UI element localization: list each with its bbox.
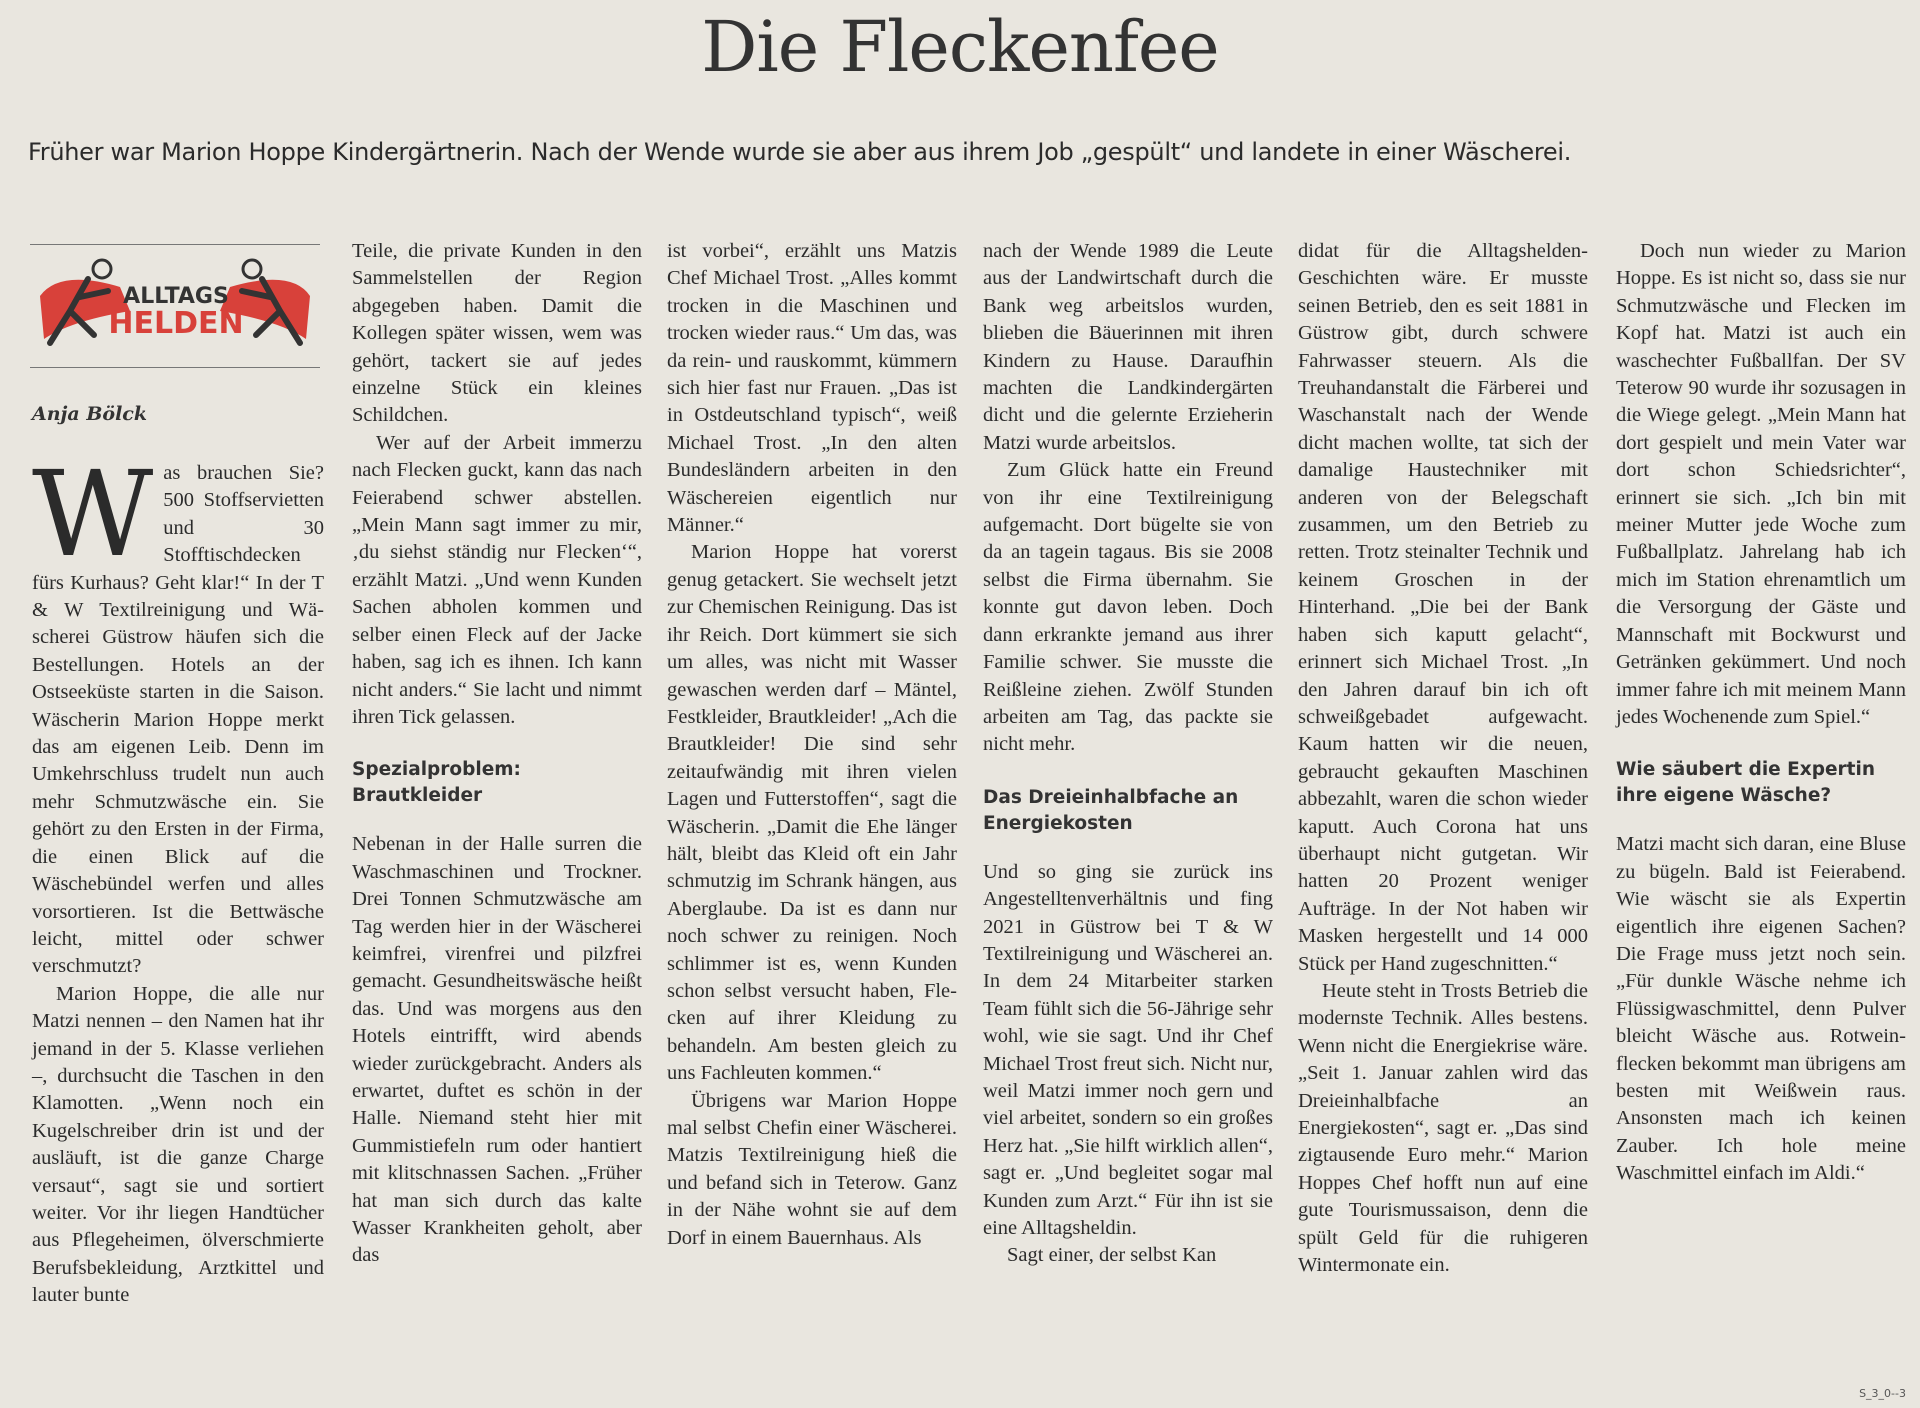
paragraph: didat für die Alltagshelden-Geschichten wäre. Er musste seinen Betrieb, den es seit 1881 in Güstrow gibt, durch schwere Fahrwasser steuern. Als die Treuhandanstalt die Färberei und Waschanstalt nach der Wende dicht machen wollte, tat sich der damalige Haustechniker mit anderen von der Belegschaft zusammen, um den Betrieb zu retten. Trotz steinalter Technik und keinem Groschen in der Hinterhand. „Die bei der Bank haben sich kaputt gelacht“, erinnert sich Michael Trost. „In den Jahren darauf bin ich oft schweißgebadet aufgewacht. Kaum hatten wir die neuen, gebraucht gekauften Maschinen abbezahlt, waren die schon wieder kaputt. Auch Corona hat uns überhaupt nicht gutgetan. Wir hatten 20 Prozent weniger Aufträge. In der Not haben wir Masken hergestellt und 14 000 Stück per Hand zugeschnitten.“ [1298,240,1588,975]
headline: Die Fleckenfee [701,6,1219,88]
paragraph: Matzi macht sich daran, eine Bluse zu bügeln. Bald ist Feierabend. Wie wäscht sie als Expertin eigentlich ihre eigenen Sachen? Die Frage muss jetzt noch sein. „Für dunkle Wäsche nehme ich Flüssigwaschmittel, denn Pulver bleicht Wäsche aus. Rotweinflecken bekommt man übrigens am besten mit Weißwein raus. Ansonsten mach ich keinen Zauber. Ich hole meine Waschmittel einfach im Aldi.“ [1616,833,1906,1185]
paragraph: Nebenan in der Halle surren die Waschmaschinen und Trockner. Drei Tonnen Schmutzwäsche am Tag werden hier in der Wäscherei keimfrei, virenfrei und pilzfrei gemacht. Gesundheitswäsche heißt das. Und was morgens aus den Hotels eintrifft, wird abends wieder zurückgebracht. Anders als erwartet, duftet es schön in der Halle. Niemand steht hier mit Gummistiefeln rum oder hantiert mit klitschnassen Sachen. „Früher hat man sich durch das kalte Wasser Krankheiten geholt, aber das [352,833,642,1267]
paragraph: Sagt einer, der selbst Kan [1007,1244,1217,1267]
paragraph: Und so ging sie zurück ins Angestelltenverhältnis und fing 2021 in Güstrow bei T & W Textilreinigung und Wäscherei an. In dem 24 Mitarbeiter starken Team fühlt sich die 56-Jährige sehr wohl, wie sie sagt. Und ihr Chef Michael Trost freut sich. Nicht nur, weil Matzi immer noch gern und viel arbeitet, sondern so ein großes Herz hat. „Sie hilft wirklich allen“, sagt er. „Und begleitet sogar mal Kunden zum Arzt.“ Für ihn ist sie eine Alltagsheldin. [983,860,1273,1239]
paragraph: Marion Hoppe hat vorerst genug getackert. Sie wechselt jetzt zur Chemischen Reinigung. Das ist ihr Reich. Dort kümmert sie sich um alles, was nicht mit Wasser gewaschen werden darf – Mäntel, Festkleider, Brautkleider! „Ach die Brautkleider! Die sind sehr zeitaufwändig mit ihren vielen Lagen und Futterstoffen“, sagt die Wäscherin. „Damit die Ehe länger hält, bleibt das Kleid oft ein Jahr schmutzig im Schrank hängen, aus Aberglaube. Da ist es dann nur noch schwer zu reinigen. Noch schlimmer ist es, wenn Kunden schon selbst versucht haben, Flecken auf ihrer Kleidung zu behandeln. Am besten gleich zu uns Fachleuten kommen.“ [667,541,957,1085]
page-code: S_3_0--3 [1859,1387,1906,1400]
paragraph: Zum Glück hatte ein Freund von ihr eine Textilreinigung aufgemacht. Dort bügelte sie von da an tagein tagaus. Bis sie 2008 selbst die Firma übernahm. Sie konnte gut davon leben. Doch dann erkrankte jemand aus ihrer Familie schwer. Sie musste die Reißleine ziehen. Zwölf Stunden arbeiten am Tag, das packte sie nicht mehr. [983,459,1273,756]
paragraph: Übrigens war Marion Hoppe mal selbst Chefin einer Wäscherei. Matzis Textilreinigung hieß die und befand sich in Teterow. Ganz in der Nähe wohnt sie auf dem Dorf in einem Bauernhaus. Als [667,1089,957,1249]
column-6 [1616,238,1906,1188]
author-byline: Anja Bölck [32,403,148,425]
subheading: Spezialproblem: Brautkleider [352,759,521,807]
paragraph: Heute steht in Trosts Betrieb die modernste Technik. Alles bestens. Wenn nicht die Energiekrise wäre. „Seit 1. Januar zahlen wird das Dreieinhalbfache an Energiekosten“, sagt er. „Das sind zigtausende Euro mehr.“ Marion Hoppes Chef hofft nun auf eine gute Tourismussaison, denn die spült Geld für die ruhigeren Wintermonate ein. [1298,979,1588,1277]
column-2 [352,238,642,1270]
column-3 [667,238,957,1252]
paragraph: Wer auf der Arbeit immerzu nach Flecken guckt, kann das nach Feierabend schwer abstellen. „Mein Mann sagt immer zu mir, ‚du siehst ständig nur Flecken‘“, erzählt Matzi. „Und wenn Kunden Sachen abholen kommen und selber einen Fleck auf der Jacke haben, sag ich es ihnen. Ich kann nicht anders.“ Sie lacht und nimmt ihren Tick gelassen. [352,431,642,728]
paragraph: Teile, die private Kunden in den Sammelstellen der Region abgegeben haben. Damit die Kollegen später wissen, wem was gehört, tackert sie auf jedes einzelne Stück ein kleines Schildchen. [352,240,642,427]
paragraph: Doch nun wieder zu Marion Hoppe. Es ist nicht so, dass sie nur Schmutzwäsche und Flecken im Kopf hat. Matzi ist auch ein waschechter Fußballfan. Der SV Teterow 90 wurde ihr sozusagen in die Wiege gelegt. „Mein Mann hat dort gespielt und mein Vater war dort schon Schiedsrichter“, erinnert sie sich. „Ich bin mit meiner Mutter jede Woche zum Fußballplatz. Jahrelang hab ich mich im Station ehrenamtlich um die Versorgung der Gäste und Mannschaft mit Bockwurst und Getränken gekümmert. Und noch immer fahre ich mit meinem Mann jedes Wochenende zum Spiel.“ [1616,240,1906,728]
alltagshelden-logo [30,244,320,368]
paragraph: nach der Wende 1989 die Leute aus der Landwirtschaft durch die Bank weg arbeitslos wurden, blieben die Bäuerinnen mit ihren Kindern zu Hause. Daraufhin machten die Landkindergärten dicht und die gelernte Erzieherin Matzi wurde arbeitslos. [983,240,1273,454]
column-4 [983,238,1273,1270]
logo-line2: HELDEN [108,306,244,341]
paragraph: ist vorbei“, erzählt uns Matzis Chef Michael Trost. „Alles kommt trocken in die Maschinen und trocken wieder raus.“ Um das, was da rein- und rauskommt, kümmern sich hier fast nur Frauen. „Das ist in Ostdeutschland typisch“, weiß Michael Trost. „In den alten Bundesländern arbeiten in den Wäschereien eigentlich nur Männer.“ [667,240,957,537]
column-1 [32,445,324,1310]
column-5 [1298,238,1588,1279]
heroes-icon [30,251,320,361]
deck: Früher war Marion Hoppe Kindergärtnerin. Nach der Wende wurde sie aber aus ihrem Job „gespült“ und landete in einer Wäscherei. [28,138,1572,166]
paragraph: Was brauchen Sie? 500 Stoffservietten und 30 Stofftischdecken fürs Kurhaus? Geht klar!“ In der T & W Textilreinigung und Wäscherei Güstrow häufen sich die Bestellungen. Hotels an der Ostseeküste starten in die Saison. Wäscherin Marion Hoppe merkt das am eigenen Leib. Denn im Umkehrschluss trudelt nun auch mehr Schmutzwäsche ein. Sie gehört zu den Ersten in der Firma, die einen Blick auf die Wäschebündel werfen und alles vorsortieren. Ist die Bettwäsche leicht, mittel oder schwer verschmutzt? [32,445,324,978]
paragraph: Marion Hoppe, die alle nur Matzi nennen – den Namen hat ihr jemand in der 5. Klasse verliehen –, durchsucht die Taschen in den Klamotten. „Wenn noch ein Kugelschreiber drin ist und der ausläuft, ist die ganze Charge versaut“, sagt sie und sortiert weiter. Vor ihr liegen Handtücher aus Pflegeheimen, ölverschmierte Berufsbekleidung, Arztkittel und lauter bunte [32,982,324,1307]
dropcap: W [32,445,154,583]
subheading: Das Dreieinhalbfache an Energiekosten [983,786,1239,834]
subheading: Wie säubert die Expertin ihre eigene Wäsche? [1616,759,1876,807]
logo-line1: ALLTAGS [123,284,229,309]
